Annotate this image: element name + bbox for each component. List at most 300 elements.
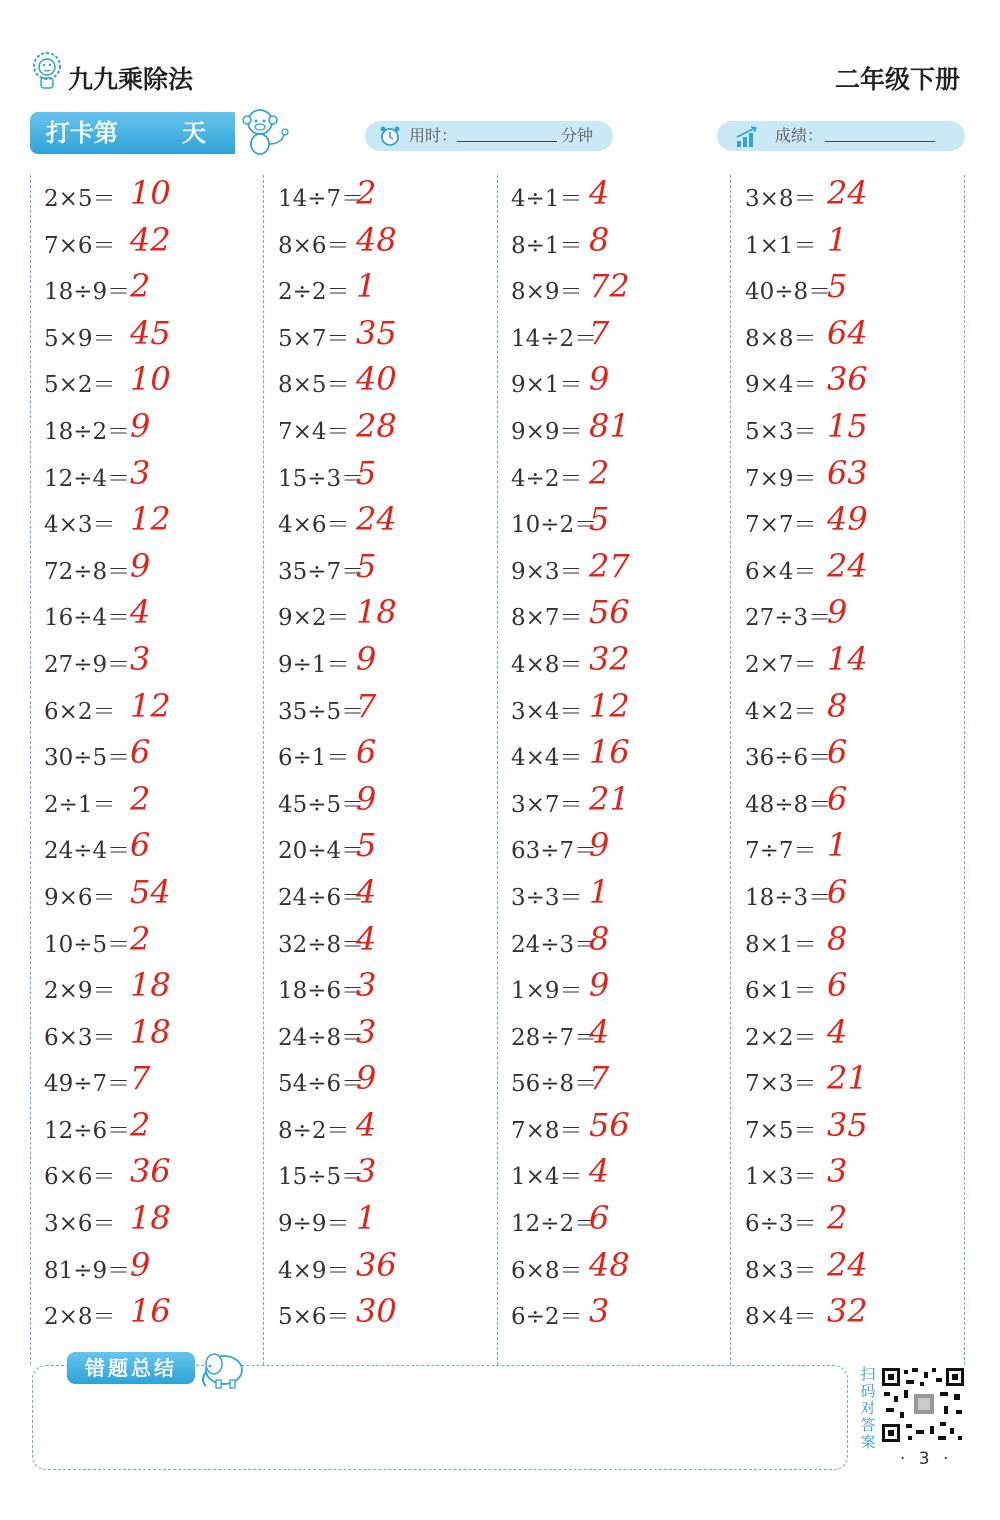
problem-expression: 28÷7＝: [511, 1024, 598, 1051]
problem-expression: 56÷8＝: [511, 1071, 598, 1098]
handwritten-answer[interactable]: 7: [589, 313, 610, 352]
problem-expression: 15÷3＝: [278, 465, 365, 492]
problem-expression: 4×4＝: [511, 745, 583, 772]
problem-row: [44, 824, 274, 871]
problem-expression: 2÷1＝: [44, 791, 116, 818]
handwritten-answer[interactable]: 9: [356, 779, 377, 818]
handwritten-answer[interactable]: 24: [356, 500, 397, 539]
problem-expression: 30÷5＝: [44, 745, 131, 772]
problem-expression: 9×2＝: [278, 605, 350, 632]
handwritten-answer[interactable]: 40: [356, 360, 397, 399]
handwritten-answer[interactable]: 4: [356, 1105, 377, 1144]
problem-row: [745, 545, 975, 592]
problem-expression: 5×6＝: [278, 1304, 350, 1331]
problem-row: [44, 918, 274, 965]
handwritten-answer[interactable]: 5: [356, 453, 377, 492]
handwritten-answer[interactable]: 64: [827, 313, 868, 352]
handwritten-answer[interactable]: 7: [589, 1059, 610, 1098]
problem-row: [745, 871, 975, 918]
problem-expression: 18÷6＝: [278, 978, 365, 1005]
problem-expression: 3×8＝: [745, 186, 817, 212]
problem-row: [278, 498, 508, 545]
problem-expression: 9÷1＝: [278, 651, 350, 678]
problem-row: [511, 1104, 741, 1151]
handwritten-answer[interactable]: 6: [827, 779, 848, 818]
problem-row: [511, 545, 741, 592]
handwritten-answer[interactable]: 48: [589, 1245, 630, 1284]
problem-row: [278, 265, 508, 312]
problem-expression: 7×8＝: [511, 1117, 583, 1144]
problem-expression: 5×3＝: [745, 418, 817, 445]
problem-row: [745, 452, 975, 499]
problem-row: [44, 405, 274, 452]
problem-row: [44, 265, 274, 312]
chart-icon: [735, 125, 761, 149]
problem-expression: 8×8＝: [745, 325, 817, 352]
problem-row: [44, 219, 274, 266]
problem-expression: 35÷5＝: [278, 698, 365, 725]
problem-row: [511, 498, 741, 545]
problem-row: [745, 312, 975, 359]
problem-expression: 14÷7＝: [278, 186, 365, 212]
problem-expression: 14÷2＝: [511, 325, 598, 352]
handwritten-answer[interactable]: 2: [130, 1105, 151, 1144]
problem-row: [745, 964, 975, 1011]
handwritten-answer[interactable]: 7: [356, 686, 377, 725]
mistake-summary-label: 错题总结: [67, 1352, 195, 1384]
problem-expression: 12÷2＝: [511, 1211, 598, 1238]
problem-row: [511, 1197, 741, 1244]
problem-row: [511, 1011, 741, 1058]
problem-expression: 10÷5＝: [44, 931, 131, 958]
problem-expression: 7×3＝: [745, 1071, 817, 1098]
problem-row: [44, 545, 274, 592]
handwritten-answer[interactable]: 1: [827, 220, 848, 259]
problem-expression: 27÷3＝: [745, 605, 832, 632]
problem-row: [745, 1290, 975, 1337]
page-title: 九九乘除法: [68, 65, 194, 94]
problem-expression: 72÷8＝: [44, 558, 131, 585]
handwritten-answer[interactable]: 12: [589, 686, 630, 725]
handwritten-answer[interactable]: 36: [130, 1152, 171, 1191]
problem-expression: 7÷7＝: [745, 838, 817, 865]
handwritten-answer[interactable]: 4: [589, 174, 610, 212]
handwritten-answer[interactable]: 5: [589, 500, 610, 539]
problem-row: [745, 1057, 975, 1104]
problem-expression: 9×6＝: [44, 884, 116, 911]
handwritten-answer[interactable]: 3: [356, 966, 377, 1005]
problem-row: [745, 918, 975, 965]
problem-row: [745, 498, 975, 545]
problem-row: [44, 778, 274, 825]
problem-row: [511, 871, 741, 918]
problem-row: [745, 219, 975, 266]
handwritten-answer[interactable]: 18: [130, 966, 171, 1005]
problem-row: [278, 219, 508, 266]
lion-icon: [30, 50, 64, 90]
handwritten-answer[interactable]: 8: [827, 919, 848, 958]
handwritten-answer[interactable]: 2: [356, 174, 377, 212]
problem-expression: 5×2＝: [44, 372, 116, 399]
handwritten-answer[interactable]: 2: [130, 267, 151, 306]
problem-expression: 8÷2＝: [278, 1117, 350, 1144]
problem-expression: 4÷2＝: [511, 465, 583, 492]
problem-row: [278, 685, 508, 732]
handwritten-answer[interactable]: 4: [356, 919, 377, 958]
problem-expression: 9×3＝: [511, 558, 583, 585]
problem-row: [44, 1244, 274, 1291]
handwritten-answer[interactable]: 9: [827, 593, 848, 632]
problem-row: [44, 312, 274, 359]
handwritten-answer[interactable]: 4: [589, 1012, 610, 1051]
problem-row: [278, 1290, 508, 1337]
problem-row: [511, 452, 741, 499]
problem-expression: 9×4＝: [745, 372, 817, 399]
handwritten-answer[interactable]: 6: [827, 966, 848, 1005]
handwritten-answer[interactable]: 42: [130, 220, 171, 259]
handwritten-answer[interactable]: 72: [589, 267, 630, 306]
problem-expression: 9÷9＝: [278, 1211, 350, 1238]
handwritten-answer[interactable]: 2: [827, 1199, 848, 1238]
punch-label-left: 打卡第: [46, 119, 118, 147]
handwritten-answer[interactable]: 35: [827, 1105, 868, 1144]
handwritten-answer[interactable]: 9: [130, 546, 151, 585]
handwritten-answer[interactable]: 3: [130, 453, 151, 492]
problem-row: [745, 1150, 975, 1197]
problem-expression: 7×9＝: [745, 465, 817, 492]
grade-label: 二年级下册: [834, 65, 960, 94]
handwritten-answer[interactable]: 1: [589, 872, 610, 911]
handwritten-answer[interactable]: 1: [827, 826, 848, 865]
problem-column-2: [278, 172, 508, 1337]
handwritten-answer[interactable]: 9: [589, 966, 610, 1005]
handwritten-answer[interactable]: 24: [827, 1245, 868, 1284]
handwritten-answer[interactable]: 10: [130, 360, 171, 399]
handwritten-answer[interactable]: 16: [130, 1292, 171, 1331]
handwritten-answer[interactable]: 32: [827, 1292, 868, 1331]
handwritten-answer[interactable]: 32: [589, 639, 630, 678]
problem-row: [511, 358, 741, 405]
handwritten-answer[interactable]: 63: [827, 453, 868, 492]
score-blank[interactable]: [825, 141, 935, 142]
handwritten-answer[interactable]: 4: [356, 872, 377, 911]
handwritten-answer[interactable]: 9: [130, 406, 151, 445]
problem-expression: 2×8＝: [44, 1304, 116, 1331]
problem-expression: 8×1＝: [745, 931, 817, 958]
handwritten-answer[interactable]: 9: [589, 826, 610, 865]
handwritten-answer[interactable]: 56: [589, 1105, 630, 1144]
problem-row: [278, 918, 508, 965]
problem-row: [745, 1104, 975, 1151]
monkey-icon: [232, 100, 292, 160]
problem-expression: 6×3＝: [44, 1024, 116, 1051]
problem-expression: 32÷8＝: [278, 931, 365, 958]
problem-expression: 16÷4＝: [44, 605, 131, 632]
problem-expression: 24÷8＝: [278, 1024, 365, 1051]
problem-expression: 7×6＝: [44, 232, 116, 259]
problem-row: [511, 1150, 741, 1197]
handwritten-answer[interactable]: 18: [130, 1012, 171, 1051]
problem-expression: 7×7＝: [745, 512, 817, 539]
problem-row: [511, 1290, 741, 1337]
handwritten-answer[interactable]: 18: [130, 1199, 171, 1238]
problem-expression: 8×6＝: [278, 232, 350, 259]
time-blank[interactable]: [457, 141, 557, 142]
problem-row: [278, 405, 508, 452]
time-field[interactable]: [365, 121, 613, 151]
handwritten-answer[interactable]: 6: [130, 826, 151, 865]
problem-row: [511, 731, 741, 778]
problem-expression: 18÷3＝: [745, 884, 832, 911]
handwritten-answer[interactable]: 16: [589, 733, 630, 772]
problem-row: [511, 685, 741, 732]
problem-expression: 12÷4＝: [44, 465, 131, 492]
handwritten-answer[interactable]: 8: [827, 686, 848, 725]
problem-expression: 1×3＝: [745, 1164, 817, 1191]
problem-expression: 49÷7＝: [44, 1071, 131, 1098]
qr-code[interactable]: [880, 1366, 966, 1444]
handwritten-answer[interactable]: 28: [356, 406, 397, 445]
handwritten-answer[interactable]: 24: [827, 546, 868, 585]
problem-expression: 3×7＝: [511, 791, 583, 818]
handwritten-answer[interactable]: 6: [356, 733, 377, 772]
problem-row: [511, 219, 741, 266]
handwritten-answer[interactable]: 5: [827, 267, 848, 306]
handwritten-answer[interactable]: 9: [356, 639, 377, 678]
problem-row: [278, 1057, 508, 1104]
problem-column-3: [511, 172, 741, 1337]
handwritten-answer[interactable]: 1: [356, 1199, 377, 1238]
problem-expression: 6×4＝: [745, 558, 817, 585]
problem-expression: 54÷6＝: [278, 1071, 365, 1098]
problem-column-4: [745, 172, 975, 1337]
handwritten-answer[interactable]: 5: [356, 826, 377, 865]
problem-expression: 8÷1＝: [511, 232, 583, 259]
problem-row: [511, 591, 741, 638]
problem-row: [511, 778, 741, 825]
problem-expression: 7×5＝: [745, 1117, 817, 1144]
problem-row: [745, 405, 975, 452]
handwritten-answer[interactable]: 36: [356, 1245, 397, 1284]
problem-row: [745, 731, 975, 778]
score-field[interactable]: [717, 121, 965, 151]
handwritten-answer[interactable]: 48: [356, 220, 397, 259]
time-label: 用时：: [409, 126, 458, 145]
problem-expression: 27÷9＝: [44, 651, 131, 678]
problem-expression: 8×9＝: [511, 279, 583, 306]
problem-expression: 6÷2＝: [511, 1304, 583, 1331]
punch-card-banner: [30, 112, 235, 154]
handwritten-answer[interactable]: 35: [356, 313, 397, 352]
problem-expression: 15÷5＝: [278, 1164, 365, 1191]
problem-row: [278, 1197, 508, 1244]
problem-row: [745, 1244, 975, 1291]
problem-expression: 2×9＝: [44, 978, 116, 1005]
handwritten-answer[interactable]: 4: [130, 593, 151, 632]
problem-expression: 40÷8＝: [745, 279, 832, 306]
problem-row: [278, 638, 508, 685]
problem-expression: 2×2＝: [745, 1024, 817, 1051]
problem-row: [44, 964, 274, 1011]
handwritten-answer[interactable]: 8: [589, 220, 610, 259]
problem-row: [278, 545, 508, 592]
problem-expression: 5×9＝: [44, 325, 116, 352]
problem-expression: 4÷1＝: [511, 186, 583, 212]
handwritten-answer[interactable]: 56: [589, 593, 630, 632]
problem-row: [278, 312, 508, 359]
problem-expression: 35÷7＝: [278, 558, 365, 585]
problem-row: [278, 1150, 508, 1197]
handwritten-answer[interactable]: 27: [589, 546, 630, 585]
problem-expression: 18÷9＝: [44, 279, 131, 306]
problem-row: [44, 1057, 274, 1104]
handwritten-answer[interactable]: 30: [356, 1292, 397, 1331]
problem-row: [44, 591, 274, 638]
handwritten-answer[interactable]: 49: [827, 500, 868, 539]
problem-expression: 4×9＝: [278, 1257, 350, 1284]
problem-expression: 6÷3＝: [745, 1211, 817, 1238]
handwritten-answer[interactable]: 18: [356, 593, 397, 632]
handwritten-answer[interactable]: 24: [827, 174, 868, 212]
problem-row: [745, 685, 975, 732]
problem-row: [278, 1244, 508, 1291]
handwritten-answer[interactable]: 9: [356, 1059, 377, 1098]
handwritten-answer[interactable]: 8: [589, 919, 610, 958]
time-unit: 分钟: [561, 126, 594, 145]
problem-row: [278, 1104, 508, 1151]
problem-row: [44, 1290, 274, 1337]
handwritten-answer[interactable]: 14: [827, 639, 868, 678]
problem-expression: 4×3＝: [44, 512, 116, 539]
handwritten-answer[interactable]: 21: [827, 1059, 868, 1098]
problem-row: [44, 731, 274, 778]
handwritten-answer[interactable]: 9: [130, 1245, 151, 1284]
problem-row: [44, 1011, 274, 1058]
handwritten-answer[interactable]: 3: [827, 1152, 848, 1191]
elephant-icon: [198, 1344, 252, 1390]
problem-expression: 6÷1＝: [278, 745, 350, 772]
handwritten-answer[interactable]: 54: [130, 872, 171, 911]
problem-row: [44, 871, 274, 918]
problem-row: [745, 1011, 975, 1058]
handwritten-answer[interactable]: 3: [130, 639, 151, 678]
problem-row: [745, 638, 975, 685]
problem-row: [745, 778, 975, 825]
handwritten-answer[interactable]: 6: [827, 872, 848, 911]
problem-expression: 2×7＝: [745, 651, 817, 678]
problem-row: [44, 358, 274, 405]
problem-row: [278, 591, 508, 638]
problem-row: [278, 824, 508, 871]
problem-expression: 3×6＝: [44, 1211, 116, 1238]
problem-column-1: [44, 172, 274, 1337]
problem-expression: 36÷6＝: [745, 745, 832, 772]
problem-row: [745, 1197, 975, 1244]
problem-expression: 6×8＝: [511, 1257, 583, 1284]
problem-row: [278, 452, 508, 499]
handwritten-answer[interactable]: 5: [356, 546, 377, 585]
handwritten-answer[interactable]: 1: [356, 267, 377, 306]
problem-expression: 8×5＝: [278, 372, 350, 399]
problem-row: [44, 452, 274, 499]
handwritten-answer[interactable]: 12: [130, 500, 171, 539]
problem-expression: 4×6＝: [278, 512, 350, 539]
problem-expression: 20÷4＝: [278, 838, 365, 865]
handwritten-answer[interactable]: 2: [589, 453, 610, 492]
problem-row: [44, 638, 274, 685]
problem-row: [278, 1011, 508, 1058]
handwritten-answer[interactable]: 12: [130, 686, 171, 725]
problem-expression: 8×7＝: [511, 605, 583, 632]
handwritten-answer[interactable]: 7: [130, 1059, 151, 1098]
problem-row: [511, 824, 741, 871]
problem-row: [44, 1104, 274, 1151]
problem-row: [44, 685, 274, 732]
problem-row: [44, 498, 274, 545]
problem-expression: 9×9＝: [511, 418, 583, 445]
problem-row: [278, 964, 508, 1011]
handwritten-answer[interactable]: 6: [827, 733, 848, 772]
problem-expression: 24÷6＝: [278, 884, 365, 911]
problem-expression: 2×5＝: [44, 186, 116, 212]
problem-expression: 24÷4＝: [44, 838, 131, 865]
handwritten-answer[interactable]: 3: [356, 1152, 377, 1191]
handwritten-answer[interactable]: 15: [827, 406, 868, 445]
problem-expression: 8×3＝: [745, 1257, 817, 1284]
handwritten-answer[interactable]: 4: [827, 1012, 848, 1051]
problem-expression: 9×1＝: [511, 372, 583, 399]
problem-row: [44, 172, 274, 219]
problem-row: [44, 1150, 274, 1197]
handwritten-answer[interactable]: 2: [130, 779, 151, 818]
handwritten-answer[interactable]: 36: [827, 360, 868, 399]
problem-expression: 24÷3＝: [511, 931, 598, 958]
handwritten-answer[interactable]: 6: [130, 733, 151, 772]
handwritten-answer[interactable]: 10: [130, 174, 171, 212]
problem-expression: 5×7＝: [278, 325, 350, 352]
problem-expression: 81÷9＝: [44, 1257, 131, 1284]
problem-expression: 6×1＝: [745, 978, 817, 1005]
problem-row: [511, 1057, 741, 1104]
problem-row: [511, 172, 741, 219]
problem-expression: 1×1＝: [745, 232, 817, 259]
handwritten-answer[interactable]: 45: [130, 313, 171, 352]
problem-row: [745, 824, 975, 871]
handwritten-answer[interactable]: 3: [589, 1292, 610, 1331]
handwritten-answer[interactable]: 2: [130, 919, 151, 958]
problem-row: [745, 172, 975, 219]
problem-expression: 48÷8＝: [745, 791, 832, 818]
problem-expression: 12÷6＝: [44, 1117, 131, 1144]
problem-expression: 1×9＝: [511, 978, 583, 1005]
problem-row: [278, 778, 508, 825]
problem-expression: 6×2＝: [44, 698, 116, 725]
problem-expression: 6×6＝: [44, 1164, 116, 1191]
handwritten-answer[interactable]: 21: [589, 779, 630, 818]
handwritten-answer[interactable]: 9: [589, 360, 610, 399]
problem-row: [745, 358, 975, 405]
problem-expression: 2÷2＝: [278, 279, 350, 306]
handwritten-answer[interactable]: 6: [589, 1199, 610, 1238]
problem-row: [511, 918, 741, 965]
problem-expression: 8×4＝: [745, 1304, 817, 1331]
handwritten-answer[interactable]: 3: [356, 1012, 377, 1051]
handwritten-answer[interactable]: 81: [589, 406, 630, 445]
problem-row: [511, 405, 741, 452]
problem-expression: 63÷7＝: [511, 838, 598, 865]
problem-row: [278, 871, 508, 918]
handwritten-answer[interactable]: 4: [589, 1152, 610, 1191]
